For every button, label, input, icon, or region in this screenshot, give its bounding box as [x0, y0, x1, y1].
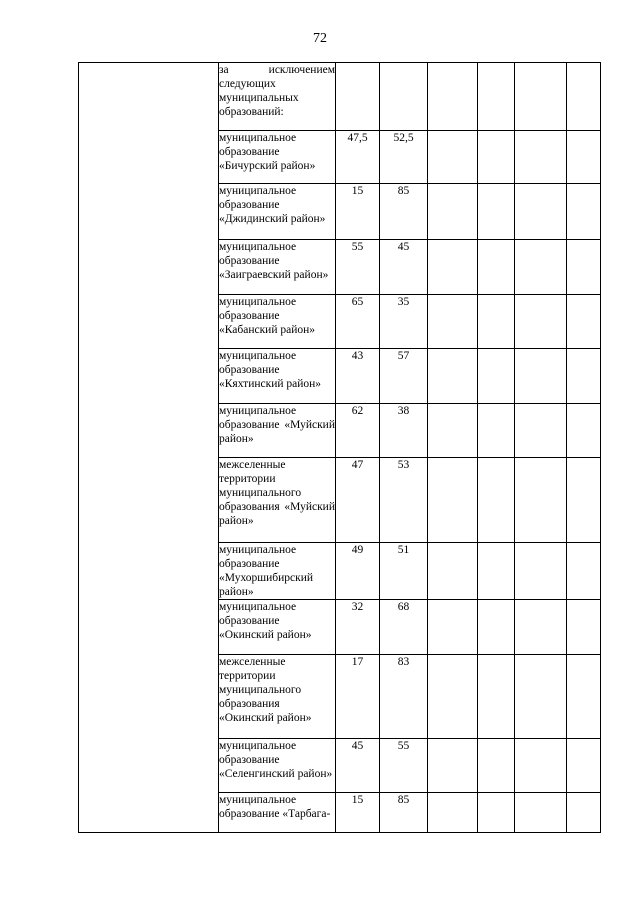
- empty-cell: [515, 458, 567, 543]
- empty-cell: [478, 543, 515, 600]
- empty-cell: [478, 295, 515, 349]
- municipality-name: муниципальное образование «Кяхтинский район»: [219, 349, 336, 404]
- empty-cell: [567, 349, 601, 404]
- value-1: 55: [336, 240, 380, 295]
- empty-cell: [336, 63, 380, 131]
- empty-cell: [567, 240, 601, 295]
- municipality-name: муниципальное образование «Джидинский район»: [219, 184, 336, 240]
- municipality-name: межселенные территории муниципального образования «Муйский район»: [219, 458, 336, 543]
- value-2: 53: [380, 458, 428, 543]
- municipality-name: муниципальное образование «Тарбага-: [219, 793, 336, 833]
- municipality-name: муниципальное образование «Окинский район»: [219, 600, 336, 655]
- empty-cell: [515, 793, 567, 833]
- value-1: 43: [336, 349, 380, 404]
- empty-cell: [428, 295, 478, 349]
- empty-cell: [428, 240, 478, 295]
- empty-cell: [428, 63, 478, 131]
- empty-cell: [428, 184, 478, 240]
- page-number: 72: [313, 31, 327, 46]
- value-2: 83: [380, 655, 428, 739]
- empty-cell: [380, 63, 428, 131]
- empty-cell: [478, 739, 515, 793]
- municipality-name: муниципальное образование «Мухоршибирский район»: [219, 543, 336, 600]
- empty-cell: [567, 131, 601, 184]
- left-category-cell: [79, 63, 219, 833]
- empty-cell: [428, 600, 478, 655]
- empty-cell: [478, 349, 515, 404]
- table-row-intro: [79, 63, 601, 131]
- empty-cell: [478, 404, 515, 458]
- empty-cell: [567, 458, 601, 543]
- value-1: 49: [336, 543, 380, 600]
- value-1: 45: [336, 739, 380, 793]
- empty-cell: [428, 793, 478, 833]
- value-2: 45: [380, 240, 428, 295]
- value-1: 47,5: [336, 131, 380, 184]
- value-2: 55: [380, 739, 428, 793]
- empty-cell: [515, 600, 567, 655]
- empty-cell: [515, 131, 567, 184]
- empty-cell: [428, 739, 478, 793]
- empty-cell: [428, 543, 478, 600]
- value-2: 57: [380, 349, 428, 404]
- municipality-name: муниципальное образование «Селенгинский район»: [219, 739, 336, 793]
- value-1: 17: [336, 655, 380, 739]
- intro-cell: за исключением следующих муниципальных образований:: [219, 63, 336, 131]
- empty-cell: [515, 184, 567, 240]
- value-1: 15: [336, 184, 380, 240]
- empty-cell: [515, 655, 567, 739]
- empty-cell: [515, 543, 567, 600]
- value-1: 65: [336, 295, 380, 349]
- value-1: 32: [336, 600, 380, 655]
- empty-cell: [567, 600, 601, 655]
- municipality-name: муниципальное образование «Кабанский район»: [219, 295, 336, 349]
- empty-cell: [478, 131, 515, 184]
- value-1: 47: [336, 458, 380, 543]
- empty-cell: [515, 295, 567, 349]
- value-2: 51: [380, 543, 428, 600]
- empty-cell: [567, 739, 601, 793]
- empty-cell: [428, 349, 478, 404]
- value-1: 15: [336, 793, 380, 833]
- empty-cell: [428, 458, 478, 543]
- empty-cell: [478, 184, 515, 240]
- empty-cell: [567, 543, 601, 600]
- value-2: 68: [380, 600, 428, 655]
- empty-cell: [478, 240, 515, 295]
- empty-cell: [515, 404, 567, 458]
- empty-cell: [428, 655, 478, 739]
- empty-cell: [567, 295, 601, 349]
- empty-cell: [428, 131, 478, 184]
- empty-cell: [515, 63, 567, 131]
- empty-cell: [515, 240, 567, 295]
- municipality-name: муниципальное образование «Заиграевский район»: [219, 240, 336, 295]
- municipality-name: межселенные территории муниципального образования «Окинский район»: [219, 655, 336, 739]
- empty-cell: [428, 404, 478, 458]
- empty-cell: [515, 739, 567, 793]
- municipality-name: муниципальное образование «Бичурский район»: [219, 131, 336, 184]
- empty-cell: [567, 63, 601, 131]
- empty-cell: [478, 600, 515, 655]
- allocation-table: [78, 62, 601, 833]
- municipality-name: муниципальное образование «Муйский район»: [219, 404, 336, 458]
- empty-cell: [567, 184, 601, 240]
- empty-cell: [478, 793, 515, 833]
- value-2: 35: [380, 295, 428, 349]
- value-2: 52,5: [380, 131, 428, 184]
- empty-cell: [567, 793, 601, 833]
- empty-cell: [515, 349, 567, 404]
- value-1: 62: [336, 404, 380, 458]
- value-2: 85: [380, 793, 428, 833]
- value-2: 38: [380, 404, 428, 458]
- empty-cell: [567, 404, 601, 458]
- empty-cell: [478, 63, 515, 131]
- empty-cell: [478, 458, 515, 543]
- empty-cell: [478, 655, 515, 739]
- value-2: 85: [380, 184, 428, 240]
- empty-cell: [567, 655, 601, 739]
